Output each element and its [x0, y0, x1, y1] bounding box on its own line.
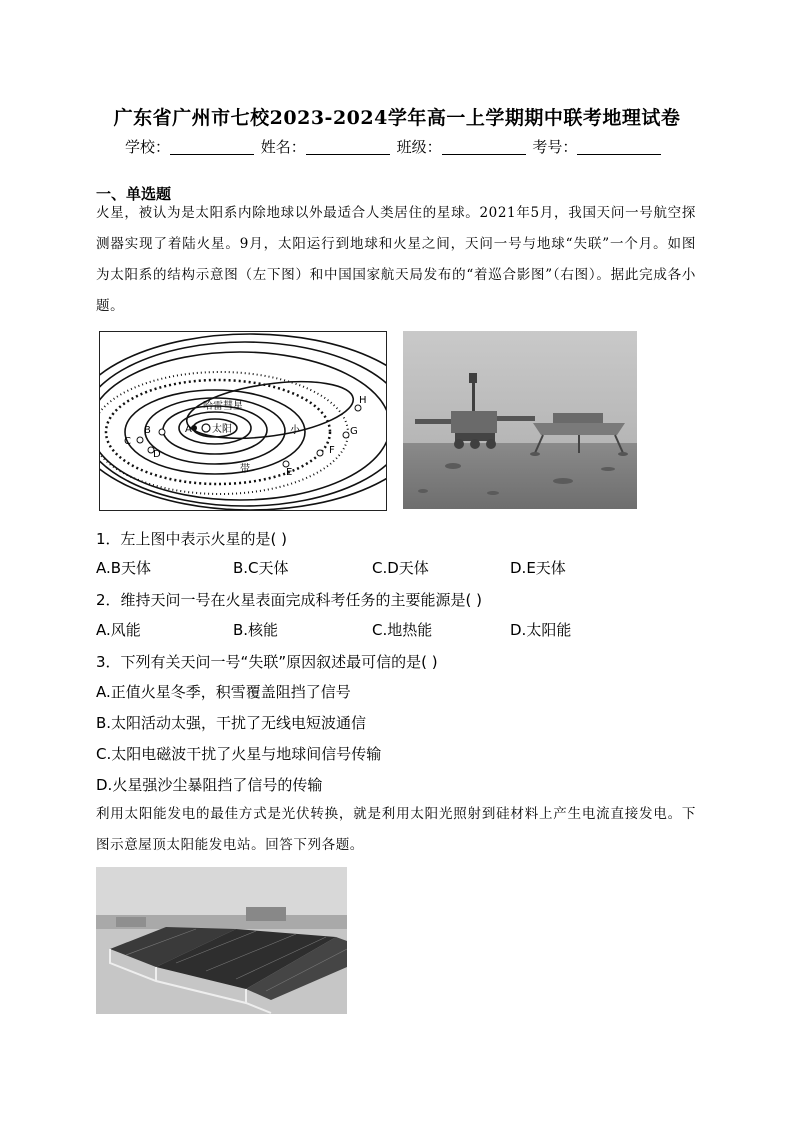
school-blank: [170, 140, 254, 155]
passage-solar: 利用太阳能发电的最佳方式是光伏转换，就是利用太阳光照射到硅材料上产生电流直接发电。下图示意屋顶太阳能发电站。回答下列各题。: [96, 806, 696, 853]
q2-option-b[interactable]: B.核能: [233, 621, 279, 639]
school-label: 学校：: [125, 138, 171, 156]
label-b: B: [144, 425, 151, 436]
orbit-ring: [100, 352, 386, 500]
sun-label: 太阳: [212, 424, 232, 435]
q2-option-a[interactable]: A.风能: [96, 621, 141, 639]
mars-rover-photo: [403, 331, 637, 509]
body-g-dot: [343, 432, 349, 438]
q1-option-a[interactable]: A.B天体: [96, 559, 152, 577]
class-label: 班级：: [396, 138, 442, 156]
student-info-line: [125, 136, 663, 157]
q1-option-d[interactable]: D.E天体: [510, 559, 566, 577]
number-label: 考号：: [532, 138, 578, 156]
body-a-dot: [191, 425, 197, 431]
name-label: 姓名：: [260, 138, 306, 156]
halley-label: 哈雷彗星: [203, 401, 243, 412]
question-2-stem: 2．维持天问一号在火星表面完成科考任务的主要能源是( ): [96, 591, 483, 609]
orbit-ring: [100, 342, 386, 506]
q1-option-c[interactable]: C.D天体: [372, 559, 429, 577]
question-2-options: [96, 619, 696, 641]
q1-option-b[interactable]: B.C天体: [233, 559, 289, 577]
number-blank: [577, 140, 661, 155]
class-blank: [442, 140, 526, 155]
solar-photo-svg: [96, 867, 347, 1014]
body-f-dot: [317, 450, 323, 456]
body-b-dot: [159, 429, 165, 435]
solar-system-diagram: [99, 331, 387, 511]
body-c-dot: [137, 437, 143, 443]
label-a: A: [185, 424, 192, 435]
belt-label-1: 小: [290, 425, 300, 436]
q2-option-c[interactable]: C.地热能: [372, 621, 433, 639]
question-1-stem: 1．左上图中表示火星的是( ): [96, 530, 288, 548]
solar-system-svg: [100, 332, 386, 510]
name-blank: [306, 140, 390, 155]
label-d: D: [153, 449, 161, 460]
mars-photo-svg: [403, 331, 637, 509]
sun-icon: [202, 424, 210, 432]
passage-mars: 火星，被认为是太阳系内除地球以外最适合人类居住的星球。2021年5月，我国天问一号航空探测器实现了着陆火星。9月，太阳运行到地球和火星之间，天问一号与地球“失联”一个月。如图为太阳系的结构示意图（左下图）和中国国家航天局发布的“着巡合影图”（右图）。据此完成各小题。: [96, 205, 696, 314]
q3-option-a[interactable]: A.正值火星冬季，积雪覆盖阻挡了信号: [96, 683, 351, 701]
label-g: G: [350, 426, 358, 437]
label-f: F: [329, 445, 335, 456]
rooftop-solar-photo: [96, 867, 347, 1014]
label-h: H: [359, 395, 367, 406]
q3-option-c[interactable]: C.太阳电磁波干扰了火星与地球间信号传输: [96, 745, 382, 763]
section-heading: 一、单选题: [96, 185, 172, 203]
question-3-stem: 3．下列有关天问一号“失联”原因叙述最可信的是( ): [96, 653, 438, 671]
belt-label-2: 带: [240, 464, 250, 475]
q3-option-b[interactable]: B.太阳活动太强，干扰了无线电短波通信: [96, 714, 367, 732]
question-1-options: [96, 557, 696, 579]
q3-option-d[interactable]: D.火星强沙尘暴阻挡了信号的传输: [96, 776, 323, 794]
q2-option-d[interactable]: D.太阳能: [510, 621, 572, 639]
label-e: E: [286, 467, 293, 478]
page-title: 广东省广州市七校2023-2024学年高一上学期期中联考地理试卷: [113, 107, 681, 129]
label-c: C: [124, 436, 131, 447]
